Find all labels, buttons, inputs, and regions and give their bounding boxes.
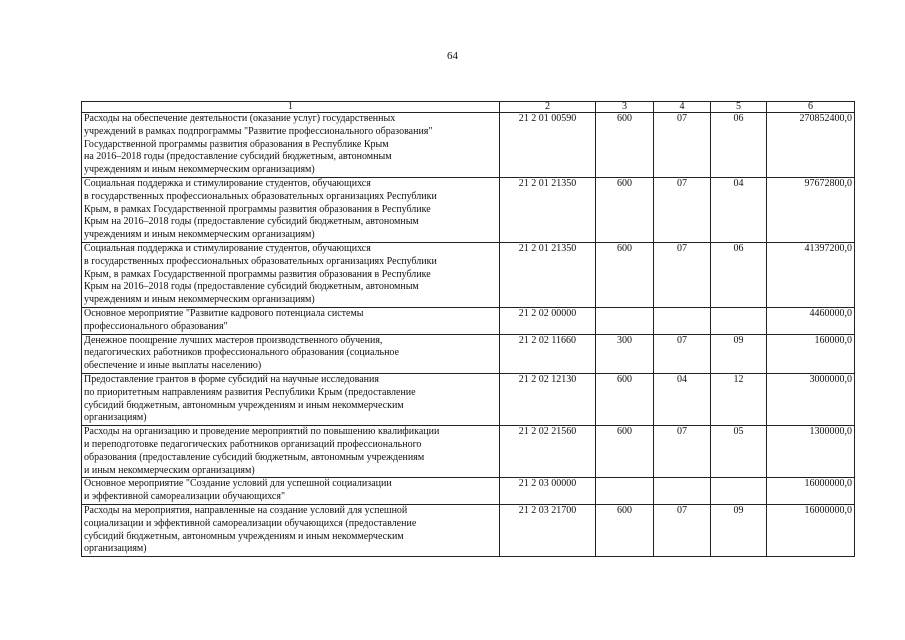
row-amount [767,178,855,243]
row-code-text: 21 2 01 21350 [518,242,577,254]
table-row [82,478,855,505]
header-col-1: 1 [82,102,500,113]
row-code-text: 21 2 03 21700 [518,504,577,516]
row-col-5 [711,478,767,505]
row-col-3-text: 600 [617,113,632,124]
row-col-3-text: 600 [617,504,632,516]
row-amount-text: 16000000,0 [804,478,852,490]
row-description [82,113,500,178]
row-col-5-text: 06 [733,113,744,124]
row-description-text: Расходы на организацию и проведение мероприятий по повышению квалификации и переподготовке педагогических работников организаций профессионального образования (предоставление субсидий бюджетным, автономным учреждениям и иным некоммерческим организациям) [84,426,440,476]
row-description [82,307,500,334]
row-description [82,478,500,505]
row-code [500,334,596,373]
row-code [500,373,596,425]
row-amount [767,334,855,373]
row-col-5 [711,426,767,478]
row-amount-text: 97672800,0 [804,178,852,189]
row-col-4 [654,478,711,505]
table-row [82,178,855,243]
row-col-5 [711,504,767,556]
row-description-text: Расходы на обеспечение деятельности (оказание услуг) государственных учреждений в рамках подпрограммы "Развитие профессионального образования" Государственной программы развития образования в Республике Крым на 2016–2018 годы (предоставление субсидий бюджетным, автономным учреждениям и иным некоммерческим организациям) [84,113,433,176]
row-col-5-text: 06 [733,242,744,254]
row-description [82,178,500,243]
row-col-4-text: 07 [677,426,687,438]
header-row [82,102,855,113]
row-col-4-text: 07 [677,504,687,516]
row-col-3-text: 600 [617,373,632,385]
budget-table [81,101,855,557]
row-col-5 [711,334,767,373]
row-col-4 [654,373,711,425]
row-col-4 [654,426,711,478]
row-col-5-text: 09 [733,504,744,516]
row-col-5-text: 09 [733,334,744,346]
row-col-3-text: 600 [617,426,632,438]
row-col-4-text: 07 [677,113,687,124]
row-code-text: 21 2 02 00000 [518,307,577,319]
row-amount-text: 4460000,0 [809,307,852,319]
header-col-2: 2 [500,102,596,113]
header-col-6: 6 [767,102,855,113]
row-col-5-text: 04 [733,178,744,189]
row-description-text: Социальная поддержка и стимулирование студентов, обучающихся в государственных профессиональных образовательных организациях Республики Крым, в рамках Государственной программы развития образования в Республике Крым на 2016–2018 годы (предоставление субсидий бюджетным, автономным учреждениям и иным некоммерческим организациям) [84,242,437,306]
page-number: 64 [447,50,458,62]
row-col-4-text: 07 [677,334,687,346]
row-code-text: 21 2 01 21350 [518,178,577,189]
row-description-text: Основное мероприятие "Создание условий для успешной социализации и эффективной самореализации обучающихся" [84,478,392,503]
row-col-5-text: 05 [733,426,744,438]
table-row [82,334,855,373]
table-row [82,373,855,425]
row-code [500,478,596,505]
table-body [82,113,855,557]
row-amount [767,113,855,178]
row-col-5-text: 12 [733,373,744,385]
row-col-3 [596,373,654,425]
row-col-3 [596,307,654,334]
row-code [500,504,596,556]
row-description-text: Основное мероприятие "Развитие кадрового потенциала системы профессионального образования" [84,307,364,332]
header-col-3: 3 [596,102,654,113]
row-code-text: 21 2 02 12130 [518,373,577,385]
row-amount-text: 3000000,0 [809,373,852,385]
row-amount [767,504,855,556]
row-col-3-text: 600 [617,242,632,254]
row-col-3 [596,334,654,373]
row-code [500,178,596,243]
table-row [82,504,855,556]
row-col-4-text: 07 [677,242,687,254]
row-col-3-text: 600 [617,178,632,189]
row-amount-text: 41397200,0 [804,242,852,254]
row-col-3 [596,478,654,505]
row-col-3 [596,113,654,178]
row-code [500,307,596,334]
row-col-4 [654,504,711,556]
table-row [82,113,855,178]
row-col-5 [711,242,767,307]
row-col-3 [596,426,654,478]
row-col-4-text: 07 [677,178,687,189]
row-description [82,504,500,556]
table-row [82,307,855,334]
row-col-4 [654,113,711,178]
row-amount [767,426,855,478]
row-description [82,373,500,425]
row-amount [767,242,855,307]
row-description [82,426,500,478]
row-description-text: Денежное поощрение лучших мастеров производственного обучения, педагогических работников профессионального образования (социальное обеспечение и иные выплаты населению) [84,334,399,372]
row-col-3 [596,504,654,556]
row-col-5 [711,178,767,243]
row-col-4 [654,334,711,373]
row-amount-text: 1300000,0 [809,426,852,438]
row-col-3 [596,242,654,307]
row-amount-text: 160000,0 [814,334,852,346]
row-description-text: Социальная поддержка и стимулирование студентов, обучающихся в государственных профессиональных образовательных организациях Республики Крым, в рамках Государственной программы развития образования в Республике Крым на 2016–2018 годы (предоставление субсидий бюджетным, автономным учреждениям и иным некоммерческим организациям) [84,178,437,241]
row-code [500,113,596,178]
row-description [82,334,500,373]
row-col-3 [596,178,654,243]
row-code-text: 21 2 03 00000 [518,478,577,490]
row-code [500,242,596,307]
row-col-4 [654,307,711,334]
row-col-5 [711,307,767,334]
row-amount [767,373,855,425]
row-amount-text: 270852400,0 [799,113,852,124]
row-amount [767,307,855,334]
header-col-5: 5 [711,102,767,113]
row-col-5 [711,113,767,178]
header-col-4: 4 [654,102,711,113]
row-description-text: Расходы на мероприятия, направленные на создание условий для успешной социализации и эффективной самореализации обучающихся (предоставление субсидий бюджетным, автономным учреждениям и иным некоммерческим организациям) [84,504,417,555]
row-col-4 [654,242,711,307]
row-col-3-text: 300 [617,334,632,346]
table-row [82,242,855,307]
table-row [82,426,855,478]
row-amount [767,478,855,505]
row-col-4-text: 04 [677,373,687,385]
row-code-text: 21 2 02 21560 [518,426,577,438]
row-code-text: 21 2 01 00590 [518,113,577,124]
row-col-5 [711,373,767,425]
row-code [500,426,596,478]
row-description-text: Предоставление грантов в форме субсидий на научные исследования по приоритетным направлениям развития Республики Крым (предоставление субсидий бюджетным, автономным учреждениям и иным некоммерческим организациям) [84,373,416,424]
row-col-4 [654,178,711,243]
row-amount-text: 16000000,0 [804,504,852,516]
row-code-text: 21 2 02 11660 [518,334,577,346]
row-description [82,242,500,307]
